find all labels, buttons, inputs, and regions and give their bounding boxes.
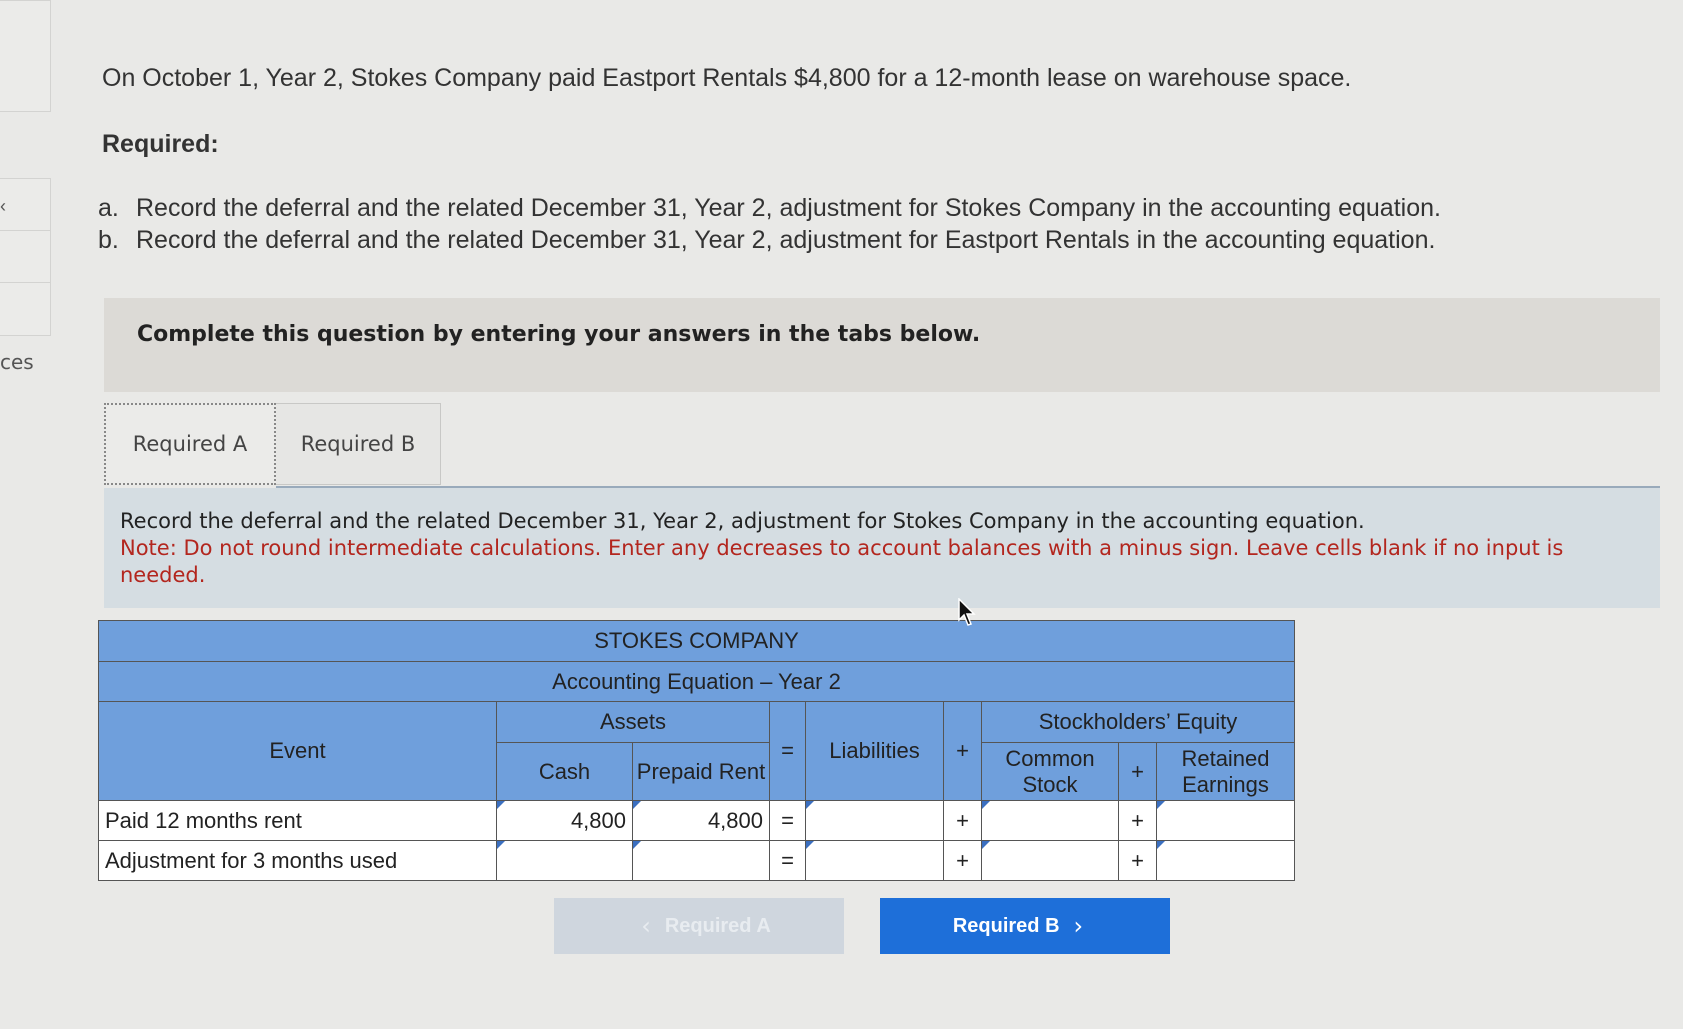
question-intro: On October 1, Year 2, Stokes Company paid Eastport Rentals $4,800 for a 12-month lease on warehouse space. [102,64,1352,92]
equals-sign: = [770,801,806,841]
liabilities-input[interactable] [806,801,944,841]
equals-header: = [770,702,806,801]
panel-note: Note: Do not round intermediate calculations. Enter any decreases to account balances with a minus sign. Leave cells blank if no input is needed. [120,536,1564,587]
cash-input[interactable]: 4,800 [497,801,633,841]
panel-text: Record the deferral and the related December 31, Year 2, adjustment for Stokes Company in the accounting equation. [120,509,1365,533]
mouse-cursor-icon [958,598,978,628]
event-cell: Adjustment for 3 months used [99,841,497,881]
chevron-left-icon[interactable]: ‹ [0,196,6,216]
cash-input[interactable] [497,841,633,881]
required-heading: Required: [102,130,219,158]
prev-required-a-button[interactable] [554,898,844,954]
liabilities-input[interactable] [806,841,944,881]
requirement-a: a. Record the deferral and the related December 31, Year 2, adjustment for Stokes Company in the accounting equation. [98,194,1441,222]
sidebar-tab[interactable] [0,178,51,232]
accounting-equation-table [98,620,1295,881]
sidebar-tab[interactable] [0,0,51,112]
requirements-list [98,192,1441,256]
prepaid-rent-header: Prepaid Rent [633,743,770,801]
prepaid-rent-input[interactable]: 4,800 [633,801,770,841]
prepaid-rent-input[interactable] [633,841,770,881]
assets-header: Assets [497,702,770,743]
retained-earnings-input[interactable] [1157,801,1295,841]
event-header: Event [99,702,497,801]
retained-earnings-header: Retained Earnings [1157,743,1295,801]
table-subtitle: Accounting Equation – Year 2 [99,662,1295,702]
sidebar-tab[interactable] [0,230,51,284]
plus-sign: + [1119,801,1157,841]
table-row [99,841,1295,881]
common-stock-input[interactable] [982,801,1119,841]
event-cell: Paid 12 months rent [99,801,497,841]
plus-header: + [944,702,982,801]
sidebar-label: ces [0,350,34,374]
requirement-b: b. Record the deferral and the related December 31, Year 2, adjustment for Eastport Rentals in the accounting equation. [98,226,1436,254]
instructions-panel [104,488,1660,608]
common-stock-input[interactable] [982,841,1119,881]
plus-header: + [1119,743,1157,801]
chevron-right-icon: › [1073,912,1084,940]
instruction-box [104,298,1660,392]
table-row [99,801,1295,841]
chevron-left-icon: ‹ [641,912,651,940]
common-stock-header: Common Stock [982,743,1119,801]
equals-sign: = [770,841,806,881]
cash-header: Cash [497,743,633,801]
sidebar-tab[interactable] [0,282,51,336]
plus-sign: + [1119,841,1157,881]
retained-earnings-input[interactable] [1157,841,1295,881]
instruction-text: Complete this question by entering your answers in the tabs below. [137,322,981,347]
prev-button-label: Required A [664,914,771,937]
plus-sign: + [944,841,982,881]
next-button-label: Required B [952,914,1060,937]
plus-sign: + [944,801,982,841]
table-title: STOKES COMPANY [99,621,1295,662]
liabilities-header: Liabilities [806,702,944,801]
tab-required-a[interactable]: Required A [104,403,276,485]
stockholders-equity-header: Stockholders’ Equity [982,702,1295,743]
tab-required-b[interactable]: Required B [276,403,441,485]
next-required-b-button[interactable] [880,898,1170,954]
